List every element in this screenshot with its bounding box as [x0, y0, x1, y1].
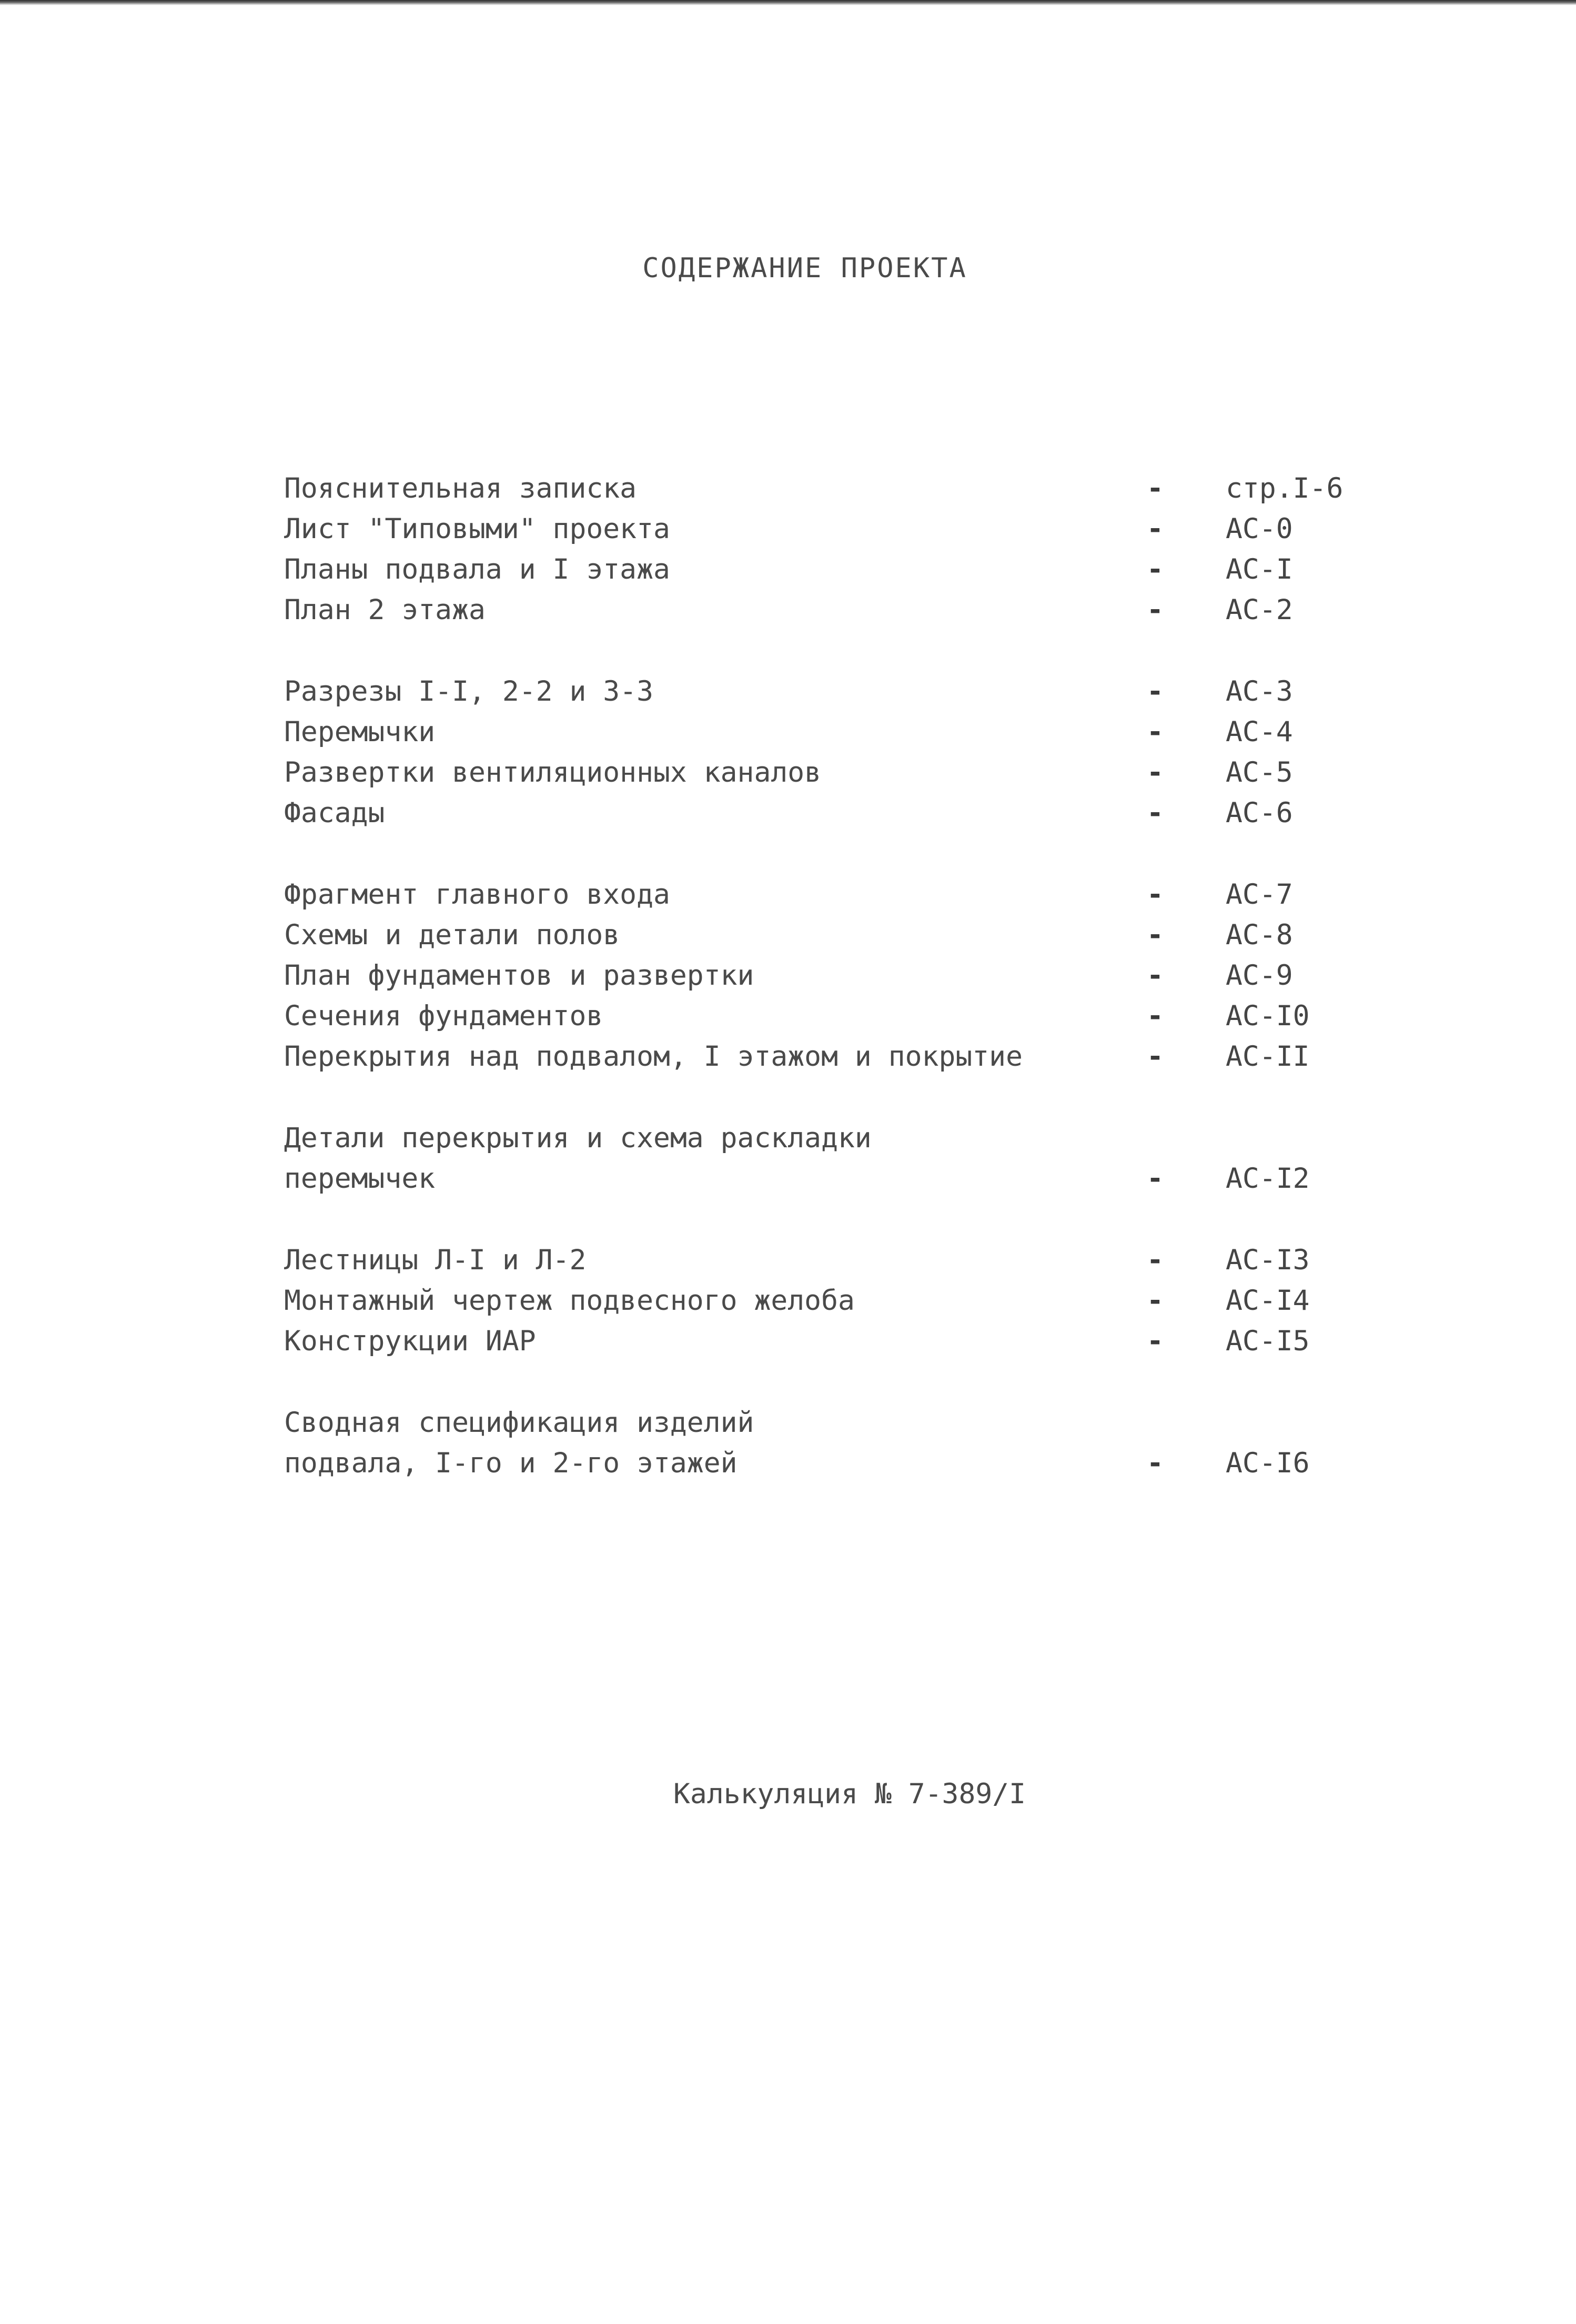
toc-group	[284, 468, 1362, 630]
toc-sheet-number: АС-I3	[1226, 1244, 1310, 1276]
toc-row	[284, 752, 1362, 793]
toc-item-label: Развертки вентиляционных каналов	[284, 756, 822, 789]
document-title: СОДЕРЖАНИЕ ПРОЕКТА	[642, 252, 967, 284]
toc-dash: -	[1147, 919, 1164, 951]
table-of-contents	[284, 468, 1362, 1524]
toc-item-label: Схемы и детали полов	[284, 919, 620, 951]
toc-sheet-number: АС-I6	[1226, 1447, 1310, 1479]
toc-item-label: План 2 этажа	[284, 594, 486, 626]
toc-dash: -	[1147, 1285, 1164, 1317]
toc-dash: -	[1147, 878, 1164, 911]
toc-row	[284, 549, 1362, 590]
toc-sheet-number: АС-I0	[1226, 1000, 1310, 1032]
toc-dash: -	[1147, 716, 1164, 748]
toc-group	[284, 874, 1362, 1077]
toc-sheet-number: АС-3	[1226, 675, 1293, 708]
toc-row	[284, 712, 1362, 752]
toc-item-label: Монтажный чертеж подвесного желоба	[284, 1285, 855, 1317]
toc-row	[284, 671, 1362, 712]
toc-dash: -	[1147, 1325, 1164, 1357]
toc-sheet-number: АС-0	[1226, 513, 1293, 545]
toc-dash: -	[1147, 1447, 1164, 1479]
calculation-reference: Калькуляция № 7-389/I	[673, 1778, 1026, 1810]
toc-dash: -	[1147, 1040, 1164, 1073]
toc-item-label: Фасады	[284, 797, 385, 829]
toc-dash: -	[1147, 472, 1164, 504]
toc-group	[284, 1240, 1362, 1361]
toc-sheet-number: АС-II	[1226, 1040, 1310, 1073]
toc-group	[284, 1118, 1362, 1199]
toc-item-label: Конструкции ИАР	[284, 1325, 536, 1357]
toc-sheet-number: АС-4	[1226, 716, 1293, 748]
toc-item-label: Лестницы Л-I и Л-2	[284, 1244, 587, 1276]
toc-dash: -	[1147, 1244, 1164, 1276]
toc-dash: -	[1147, 553, 1164, 585]
toc-dash: -	[1147, 594, 1164, 626]
toc-row	[284, 955, 1362, 996]
scan-edge	[0, 0, 1576, 5]
toc-item-label: Разрезы I-I, 2-2 и 3-3	[284, 675, 653, 708]
toc-row	[284, 1240, 1362, 1280]
toc-sheet-number: АС-I	[1226, 553, 1293, 585]
toc-dash: -	[1147, 675, 1164, 708]
toc-item-label: Фрагмент главного входа	[284, 878, 670, 911]
toc-row	[284, 1321, 1362, 1361]
toc-row	[284, 996, 1362, 1036]
toc-sheet-number: АС-5	[1226, 756, 1293, 789]
toc-sheet-number: АС-2	[1226, 594, 1293, 626]
toc-item-label: Планы подвала и I этажа	[284, 553, 670, 585]
toc-row	[284, 509, 1362, 549]
toc-row	[284, 590, 1362, 630]
toc-dash: -	[1147, 756, 1164, 789]
toc-row	[284, 1280, 1362, 1321]
toc-item-label: Лист "Типовыми" проекта	[284, 513, 670, 545]
toc-sheet-number: АС-9	[1226, 959, 1293, 992]
toc-row	[284, 1402, 1362, 1483]
toc-sheet-number: АС-I5	[1226, 1325, 1310, 1357]
toc-sheet-number: АС-8	[1226, 919, 1293, 951]
toc-dash: -	[1147, 959, 1164, 992]
toc-item-label: План фундаментов и развертки	[284, 959, 754, 992]
toc-dash: -	[1147, 1000, 1164, 1032]
toc-dash: -	[1147, 513, 1164, 545]
toc-row	[284, 1036, 1362, 1077]
toc-sheet-number: АС-I4	[1226, 1285, 1310, 1317]
toc-item-label: Сечения фундаментов	[284, 1000, 603, 1032]
toc-item-label: Детали перекрытия и схема раскладки перемычек	[284, 1122, 872, 1195]
toc-item-label: Сводная спецификация изделий подвала, I-го и 2-го этажей	[284, 1407, 754, 1479]
toc-sheet-number: АС-6	[1226, 797, 1293, 829]
toc-row	[284, 1118, 1362, 1199]
toc-sheet-number: АС-I2	[1226, 1163, 1310, 1195]
toc-row	[284, 468, 1362, 509]
toc-row	[284, 874, 1362, 915]
toc-row	[284, 793, 1362, 833]
toc-dash: -	[1147, 797, 1164, 829]
toc-item-label: Перемычки	[284, 716, 436, 748]
toc-dash: -	[1147, 1163, 1164, 1195]
toc-row	[284, 915, 1362, 955]
toc-group	[284, 671, 1362, 833]
toc-group	[284, 1402, 1362, 1483]
toc-item-label: Пояснительная записка	[284, 472, 637, 504]
toc-sheet-number: стр.I-6	[1226, 472, 1343, 504]
toc-item-label: Перекрытия над подвалом, I этажом и покрытие	[284, 1040, 1023, 1073]
toc-sheet-number: АС-7	[1226, 878, 1293, 911]
